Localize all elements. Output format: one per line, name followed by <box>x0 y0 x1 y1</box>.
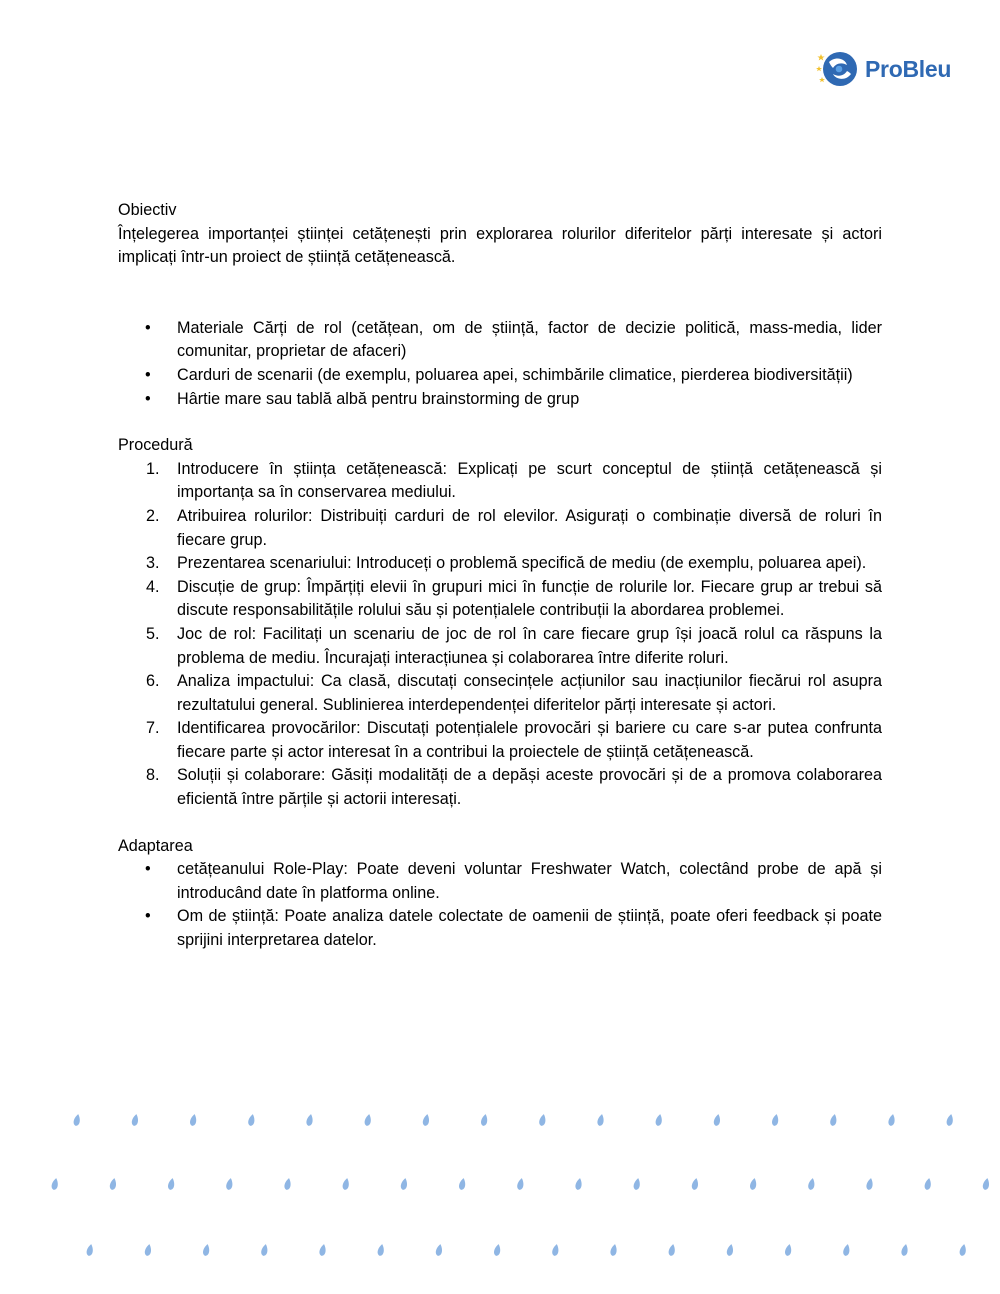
water-drop-icon <box>435 1244 443 1257</box>
water-drop-icon <box>51 1178 59 1191</box>
list-item: • Om de știință: Poate analiza datele colectate de oamenii de știință, poate oferi feedback și poate sprijini interpretarea datelor. <box>145 907 882 950</box>
water-drop-icon <box>610 1244 618 1257</box>
list-item: • cetățeanului Role-Play: Poate deveni voluntar Freshwater Watch, colectând probe de apă și introducând date în platforma online. <box>145 860 882 902</box>
water-drop-icon <box>946 1114 954 1127</box>
list-item: 5. Joc de rol: Facilitați un scenariu de joc de rol în care fiecare grup își joacă rolul ca răspuns la problema de mediu. Încurajați interacțiunea și colaborarea între diferite roluri. <box>146 624 882 667</box>
list-item: • Materiale Cărți de rol (cetățean, om de știință, factor de decizie politică, mass-media, lider comunitar, proprietar de afaceri) <box>145 318 882 361</box>
water-drop-icon <box>888 1114 896 1127</box>
water-drop-icon <box>516 1178 524 1191</box>
list-item: • Carduri de scenarii (de exemplu, poluarea apei, schimbările climatice, pierderea biodiversității) <box>118 364 882 388</box>
water-drop-icon <box>668 1244 676 1257</box>
water-drop-icon <box>480 1114 488 1127</box>
list-item: 3. Prezentarea scenariului: Introduceți o problemă specifică de mediu (de exemplu, poluarea apei). <box>146 554 867 573</box>
water-drop-icon <box>422 1114 430 1127</box>
water-drop-icon <box>167 1178 175 1191</box>
water-drop-icon <box>829 1114 837 1127</box>
water-drop-icon <box>189 1114 197 1127</box>
procedure-heading: Procedură <box>118 436 193 455</box>
probleu-logo-icon <box>815 46 861 92</box>
water-drop-icon <box>284 1178 292 1191</box>
water-drop-icon <box>575 1178 583 1191</box>
water-drop-icon <box>342 1178 350 1191</box>
water-drop-icon <box>86 1244 94 1257</box>
water-drop-icon <box>225 1178 233 1191</box>
bullet-icon: • <box>145 907 151 926</box>
water-drop-icon <box>202 1244 210 1257</box>
objective-text: Înțelegerea importanței științei cetățenești prin explorarea rolurilor diferitelor părți interesate și actori implicați într-un proiect de știință cetățenească. <box>118 224 882 267</box>
list-item: 8. Soluții și colaborare: Găsiți modalități de a depăși aceste provocări și de a promova colaborarea eficientă între părțile și actorii interesați. <box>146 766 882 809</box>
bullet-icon: • <box>145 860 151 879</box>
water-drop-icon <box>551 1244 559 1257</box>
water-drop-icon <box>842 1244 850 1257</box>
bullet-icon: • <box>145 318 151 337</box>
water-drop-icon <box>597 1114 605 1127</box>
water-drop-icon <box>655 1114 663 1127</box>
list-item: 4. Discuție de grup: Împărțiți elevii în grupuri mici în funcție de rolurile lor. Fiecare grup ar trebui să discute responsabilitățile rolului său și potențialele contribuții la abordarea problemei. <box>146 577 882 620</box>
procedure-steps <box>118 458 882 812</box>
water-drop-icon <box>691 1178 699 1191</box>
water-drop-icon <box>400 1178 408 1191</box>
water-drop-icon <box>901 1244 909 1257</box>
water-drop-icon <box>306 1114 314 1127</box>
water-drop-icon <box>493 1244 501 1257</box>
water-drop-icon <box>771 1114 779 1127</box>
brand-name: ProBleu <box>865 55 952 82</box>
list-item: • Hârtie mare sau tablă albă pentru brainstorming de grup <box>118 388 882 412</box>
objective-heading: Obiectiv <box>118 201 177 219</box>
bullet-icon: • <box>145 365 151 384</box>
water-drop-icon <box>538 1114 546 1127</box>
water-drop-icon <box>749 1178 757 1191</box>
water-drop-icon <box>807 1178 815 1191</box>
water-drop-icon <box>377 1244 385 1257</box>
adaptation-heading: Adaptarea <box>118 836 193 855</box>
water-drop-icon <box>260 1244 268 1257</box>
list-item: 7. Identificarea provocărilor: Discutați potențialele provocări și bariere cu care s-ar putea confrunta fiecare parte și actor interesat în a contribui la proiectele de știință cetățenească. <box>146 719 882 761</box>
water-drop-icon <box>247 1114 255 1127</box>
water-drop-icon <box>144 1244 152 1257</box>
materials-list <box>118 317 882 411</box>
water-drop-icon <box>109 1178 117 1191</box>
water-drop-icon <box>131 1114 139 1127</box>
water-drop-icon <box>784 1244 792 1257</box>
list-item: 2. Atribuirea rolurilor: Distribuiți carduri de rol elevilor. Asigurați o combinație diversă de roluri în fiecare grup. <box>146 506 882 549</box>
list-item: 1. Introducere în știința cetățenească: Explicați pe scurt conceptul de știință cetățenească și importanța sa în conservarea mediului. <box>146 459 882 502</box>
water-drop-icon <box>458 1178 466 1191</box>
adaptation-list <box>118 858 882 952</box>
water-drop-icon <box>982 1178 990 1191</box>
bullet-icon: • <box>145 389 151 408</box>
list-item: 6. Analiza impactului: Ca clasă, discutați consecințele acțiunilor sau inacțiunilor fiecărui rol asupra rezultatului general. Sublinierea interdependenței diferitelor părți interesate și actori. <box>146 672 882 714</box>
water-drop-icon <box>959 1244 967 1257</box>
document-body <box>118 199 882 953</box>
water-drop-icon <box>726 1244 734 1257</box>
water-drop-icon <box>319 1244 327 1257</box>
water-drop-icon <box>713 1114 721 1127</box>
water-drop-icon <box>633 1178 641 1191</box>
water-drop-pattern <box>0 1100 1000 1270</box>
water-drop-icon <box>924 1178 932 1191</box>
water-drop-icon <box>73 1114 81 1127</box>
probleu-logo <box>815 46 965 92</box>
water-drop-icon <box>866 1178 874 1191</box>
water-drop-icon <box>364 1114 372 1127</box>
